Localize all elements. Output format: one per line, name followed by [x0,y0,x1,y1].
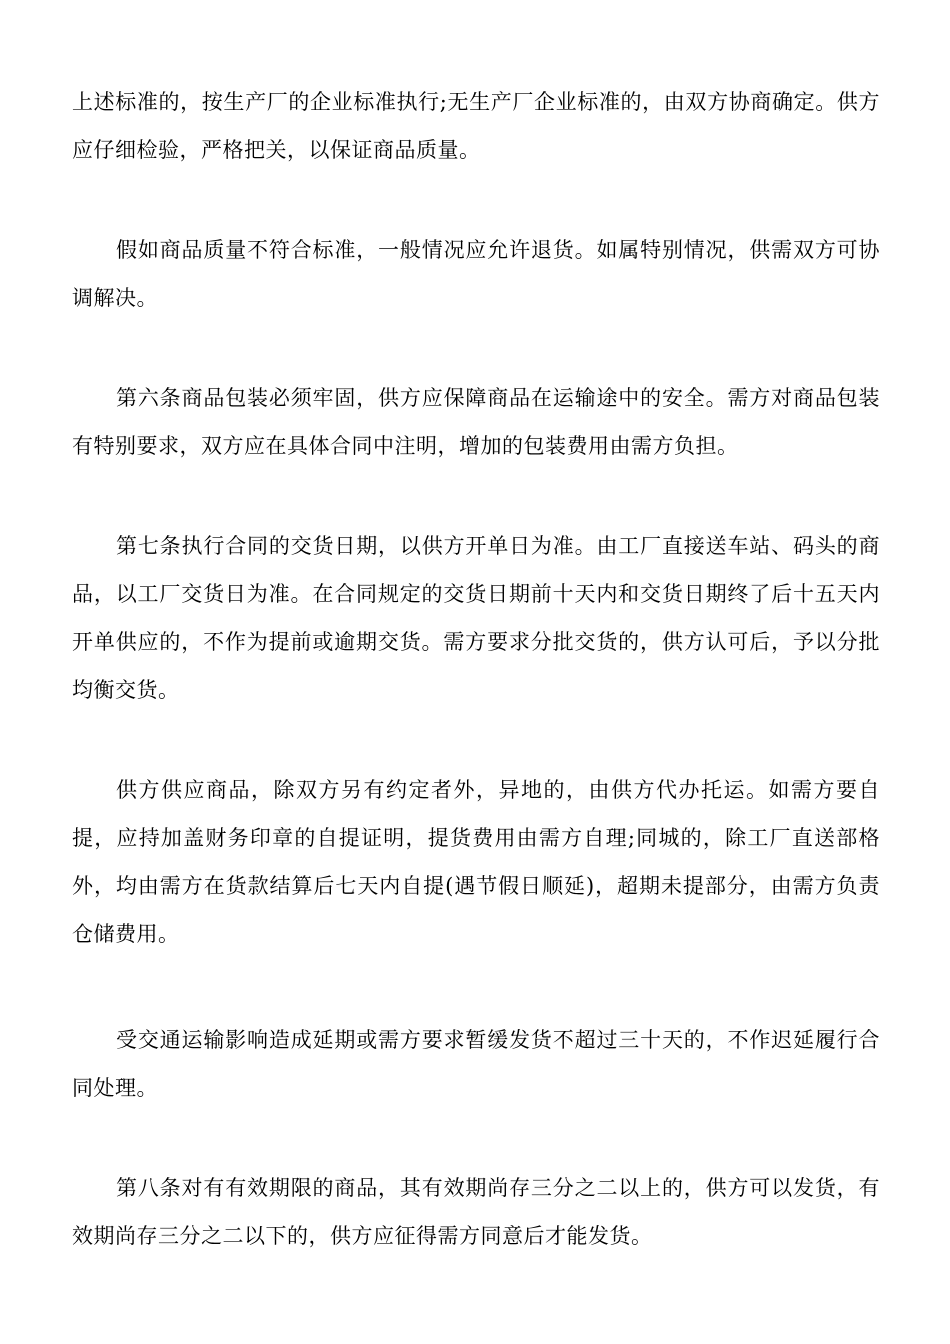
paragraph-transport-delay: 受交通运输影响造成延期或需方要求暂缓发货不超过三十天的，不作迟延履行合同处理。 [72,1028,880,1100]
paragraph-article-7-delivery-date: 第七条执行合同的交货日期，以供方开单日为准。由工厂直接送车站、码头的商品，以工厂交货日为准。在合同规定的交货日期前十天内和交货日期终了后十五天内开单供应的，不作为提前或逾期交货。需方要求分批交货的，供方认可后，予以分批均衡交货。 [72,534,880,702]
paragraph-return-goods: 假如商品质量不符合标准，一般情况应允许退货。如属特别情况，供需双方可协调解决。 [72,238,880,310]
paragraph-shipping-pickup: 供方供应商品，除双方另有约定者外，异地的，由供方代办托运。如需方要自提，应持加盖财务印章的自提证明，提货费用由需方自理;同城的，除工厂直送部格外，均由需方在货款结算后七天内自提(遇节假日顺延)，超期未提部分，由需方负责仓储费用。 [72,778,880,946]
paragraph-article-6-packaging: 第六条商品包装必须牢固，供方应保障商品在运输途中的安全。需方对商品包装有特别要求，双方应在具体合同中注明，增加的包装费用由需方负担。 [72,386,880,458]
paragraph-quality-standard: 上述标准的，按生产厂的企业标准执行;无生产厂企业标准的，由双方协商确定。供方应仔细检验，严格把关，以保证商品质量。 [72,90,880,162]
paragraph-article-8-expiry: 第八条对有有效期限的商品，其有效期尚存三分之二以上的，供方可以发货，有效期尚存三分之二以下的，供方应征得需方同意后才能发货。 [72,1176,880,1248]
